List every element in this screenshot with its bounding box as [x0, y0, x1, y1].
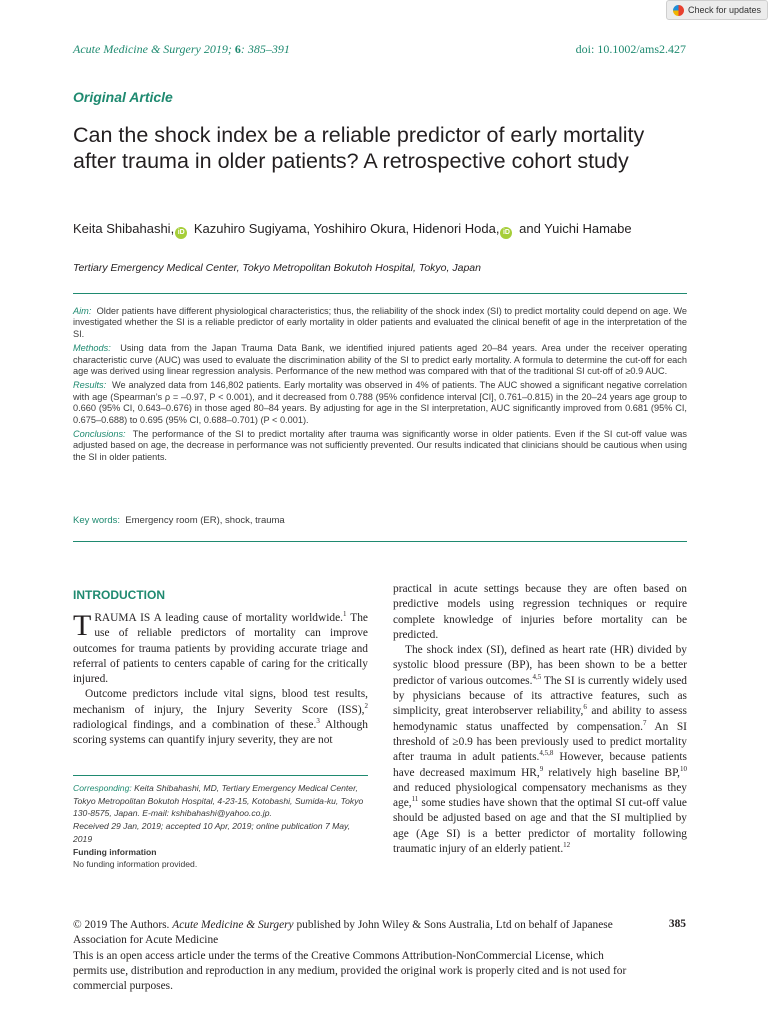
body-column-right [393, 582, 687, 857]
keywords-label: Key words: [73, 515, 120, 526]
body-text: However, because patients have decreased maximum HR, [393, 751, 687, 779]
author-name: Kazuhiro Sugiyama, Yoshihiro Okura, Hidenori Hoda, [193, 221, 500, 236]
body-text: Outcome predictors include vital signs, blood test results, mechanism of injury, the Injury Severity Score (ISS), [73, 688, 368, 716]
citation-ref[interactable]: 7 [642, 718, 647, 727]
citation-ref[interactable]: 3 [316, 717, 320, 726]
abstract-results [73, 380, 687, 426]
citation-ref[interactable]: 10 [680, 764, 687, 773]
check-for-updates-button[interactable] [666, 0, 768, 20]
conclusions-label: Conclusions: [73, 429, 126, 440]
abstract-aim [73, 306, 687, 340]
journal-volume: 6 [234, 42, 241, 56]
abstract-conclusions [73, 429, 687, 463]
article-title: Can the shock index be a reliable predictor of early mortality after trauma in older patients? A retrospective cohort study [73, 123, 645, 173]
author-list [73, 220, 693, 239]
body-text: Although scoring systems can quantify injury severity, they are not [73, 719, 368, 747]
author-name: Keita Shibahashi, [73, 221, 175, 236]
citation-ref[interactable]: 4,5,8 [539, 749, 554, 758]
body-paragraph [393, 643, 687, 857]
citation-ref[interactable]: 2 [364, 701, 368, 710]
body-text: An SI threshold of ≥0.9 has been previously used to predict mortality after trauma in adult patients. [393, 720, 687, 764]
journal-name: Acute Medicine & Surgery [73, 42, 201, 56]
journal-year: 2019; [200, 42, 235, 56]
copyright-line [73, 918, 633, 949]
author-name: and Yuichi Hamabe [519, 221, 632, 236]
abstract-bottom-divider [73, 541, 687, 542]
orcid-icon[interactable]: iD [175, 227, 187, 239]
footnote-divider [73, 775, 368, 776]
crossmark-icon [673, 5, 684, 16]
results-label: Results: [73, 380, 107, 391]
funding-text: No funding information provided. [73, 859, 198, 870]
body-text: The SI is currently widely used by physicians because of its attractive features, such as simplicity, great interobserver reliability, [393, 674, 687, 718]
page-number: 385 [668, 918, 686, 930]
citation-ref[interactable]: 12 [563, 841, 571, 850]
doi-link[interactable]: doi: 10.1002/ams2.427 [575, 42, 686, 56]
conclusions-text: The performance of the SI to predict mortality after trauma was significantly worse in older patients. Even if the SI cut-off value was adjusted based on age, the decrease in performance was not sufficiently prevented. Our results indicated that clinicians should be cautious when using the SI in older patients. [73, 429, 687, 462]
methods-label: Methods: [73, 343, 111, 354]
body-text: some studies have shown that the optimal SI cut-off value should be adjusted based on age and that the SI multiplied by age (Age SI) is a better predictor of mortality following traumatic injury of an elderly patient. [393, 797, 687, 856]
body-text: and reduced physiological compensatory mechanisms as they age, [393, 781, 687, 810]
funding-heading: Funding information [73, 846, 157, 857]
citation-ref[interactable]: 6 [583, 703, 587, 712]
corresponding-text: Keita Shibahashi, MD, Tertiary Emergency Medical Center, Tokyo Metropolitan Bokutoh Hospital, 4-23-15, Kotobashi, Sumida-ku, Tokyo 130-8575, Japan. E-mail: kshibahashi@yahoo.co.jp. [73, 783, 364, 819]
introduction-heading: INTRODUCTION [73, 588, 165, 602]
keywords-text: Emergency room (ER), shock, trauma [125, 515, 285, 526]
drop-cap: T [73, 609, 92, 642]
body-text: RAUMA IS A leading cause of mortality worldwide. [94, 612, 343, 624]
abstract-methods [73, 343, 687, 377]
journal-pages: : 385–391 [240, 42, 290, 56]
license-text: This is an open access article under the terms of the Creative Commons Attribution-NonCommercial License, which permits use, distribution and reproduction in any medium, provided the original work is properly cited and is not used for commercial purposes. [73, 949, 627, 993]
citation-ref[interactable]: 4,5 [532, 672, 542, 681]
body-text: relatively high baseline BP, [543, 766, 680, 779]
body-text: and ability to assess hemodynamic status unaffected by compensation. [393, 705, 687, 733]
received-dates: Received 29 Jan, 2019; accepted 10 Apr, 2019; online publication 7 May, 2019 [73, 821, 351, 844]
journal-citation [73, 42, 290, 57]
aim-text: Older patients have different physiological characteristics; thus, the reliability of the shock index (SI) to predict mortality could depend on age. We investigated whether the SI is a reliable predictor of early mortality in older patients and evaluated the clinical benefit of age in the interpretation of the SI. [73, 306, 687, 339]
corresponding-author [73, 782, 368, 820]
corresponding-footnote [73, 782, 368, 871]
article-type: Original Article [73, 89, 173, 105]
body-text: The use of reliable predictors of mortality can improve outcomes for trauma patients by providing accurate triage and referral of patients to centers capable of caring for the critically injured. [73, 612, 368, 686]
keywords [73, 515, 285, 526]
copyright-text: published by John Wiley & Sons Australia, Ltd on behalf of Japanese Association for Acute Medicine [73, 919, 613, 947]
citation-ref[interactable]: 9 [539, 764, 544, 773]
affiliation: Tertiary Emergency Medical Center, Tokyo Metropolitan Bokutoh Hospital, Tokyo, Japan [73, 262, 481, 274]
corresponding-label: Corresponding: [73, 783, 132, 793]
check-for-updates-label: Check for updates [688, 5, 762, 15]
orcid-icon[interactable]: iD [500, 227, 512, 239]
body-text: radiological findings, and a combination of these. [73, 719, 317, 732]
body-column-left [73, 611, 368, 749]
citation-ref[interactable]: 11 [411, 795, 419, 804]
body-paragraph: practical in acute settings because they are often based on predictive models using regression techniques or require complete knowledge of injuries before mortality can be predicted. [393, 583, 687, 641]
copyright-notice [73, 918, 633, 994]
copyright-journal: Acute Medicine & Surgery [172, 919, 294, 931]
body-paragraph [73, 687, 368, 748]
copyright-text: © 2019 The Authors. [73, 919, 173, 931]
abstract [73, 306, 687, 466]
body-paragraph [73, 611, 368, 687]
abstract-top-divider [73, 293, 687, 294]
methods-text: Using data from the Japan Trauma Data Bank, we identified injured patients aged 20–84 years. Area under the receiver operating characteristic curve (AUC) was used to evaluate the discrimination ability of the SI to predict early mortality. A formula to determine the cut-off for each age was derived using linear regression analysis. Performance of the new method was compared with that of the traditional SI cut-off of ≥0.9 AUC. [73, 343, 687, 377]
body-text: The shock index (SI), defined as heart rate (HR) divided by systolic blood pressure (BP), has been shown to be a better predictor of various outcomes. [393, 644, 687, 687]
results-text: We analyzed data from 146,802 patients. Early mortality was observed in 4% of patients. The AUC showed a significant negative correlation with age (Spearman’s ρ = –0.97, P < 0.001), and it decreased from 0.788 (95% confidence interval [CI], 0.761–0.815) in the 20–24 years age group to 0.660 (95% CI, 0.643–0.676) in those aged 80–84 years. By adjusting for age in the SI interpretation, AUC significantly improved from 0.681 (95% CI, 0.675–0.688) to 0.695 (95% CI, 0.688–0.701) (P < 0.001). [73, 380, 687, 425]
aim-label: Aim: [73, 306, 92, 316]
citation-ref[interactable]: 1 [342, 610, 347, 619]
